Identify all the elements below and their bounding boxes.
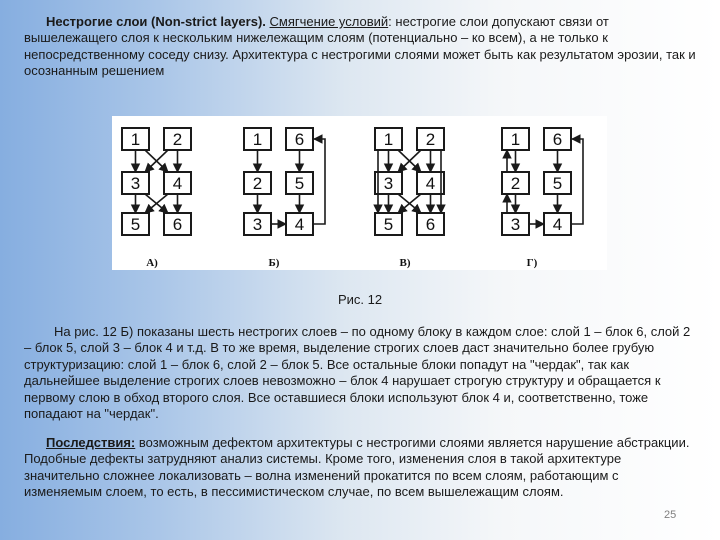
block-label: 5 xyxy=(130,215,141,234)
block-label: 6 xyxy=(294,130,305,149)
block-label: 2 xyxy=(252,174,263,193)
block-label: 3 xyxy=(252,215,263,234)
return-arrow xyxy=(313,139,325,224)
block-label: 4 xyxy=(294,215,305,234)
layers-diagram-svg xyxy=(112,116,607,270)
return-arrow xyxy=(571,139,583,224)
page-number: 25 xyxy=(664,509,677,521)
variant-label: В) xyxy=(399,257,411,269)
term-heading: Нестрогие слои (Non-strict layers). xyxy=(46,14,266,29)
block-label: 6 xyxy=(552,130,563,149)
block-label: 1 xyxy=(252,130,263,149)
layers-figure xyxy=(112,116,607,270)
block-label: 5 xyxy=(383,215,394,234)
block-label: 2 xyxy=(172,130,183,149)
block-label: 6 xyxy=(172,215,183,234)
intro-paragraph xyxy=(24,14,696,80)
block-label: 5 xyxy=(552,174,563,193)
consequences-term: Последствия: xyxy=(46,435,136,450)
intro-text: : нестрогие слои допускают связи от вышележащего слоя к нескольким нижележащим слоям (потенциально – ко всем), а не только к непосредственному соседу снизу. Архитектура с нестрогими слоями может быть как результатом эрозии, так и осознанным решением xyxy=(24,14,696,79)
block-label: 1 xyxy=(383,130,394,149)
block-label: 3 xyxy=(130,174,141,193)
block-label: 5 xyxy=(294,174,305,193)
block-label: 1 xyxy=(510,130,521,149)
explanation-paragraph: На рис. 12 Б) показаны шесть нестрогих слоев – по одному блоку в каждом слое: слой 1 – блок 6, слой 2 – блок 5, слой 3 – блок 4 и т.д. В то же время, выделение строгих слоев даст значительно более грубую структуризацию: слой 1 – блок 6, слой 2 – блок 5. Все остальные блоки попадут на "чердак", так как дальнейшее выделение строгих слоев невозможно – блок 4 нарушает строгую структуру и обращается к первому слою в обход второго слоя. Все оставшиеся блоки используют блок 4 и, соответственно, тоже попадают на "чердак". xyxy=(24,324,691,422)
variant-label: Г) xyxy=(526,257,538,269)
consequences-paragraph xyxy=(24,435,696,501)
block-label: 1 xyxy=(130,130,141,149)
subtitle-underlined: Смягчение условий xyxy=(269,14,389,29)
block-label: 3 xyxy=(510,215,521,234)
variant-label: Б) xyxy=(268,257,280,269)
figure-caption: Рис. 12 xyxy=(337,292,383,307)
block-label: 4 xyxy=(552,215,563,234)
consequences-text: возможным дефектом архитектуры с нестрогими слоями является нарушение абстракции. Подобные дефекты затрудняют анализ системы. Кроме того, изменения слоя в такой архитектуре значительно сложнее локализовать – волна изменений прокатится по всем слоям, работающим с изменяемым слоем, то есть, в пессимистическом случае, по всем вышележащим слоям. xyxy=(24,435,690,500)
block-label: 3 xyxy=(383,174,394,193)
block-label: 2 xyxy=(425,130,436,149)
block-label: 2 xyxy=(510,174,521,193)
block-label: 4 xyxy=(172,174,183,193)
block-label: 6 xyxy=(425,215,436,234)
block-label: 4 xyxy=(425,174,436,193)
variant-label: А) xyxy=(146,257,158,269)
